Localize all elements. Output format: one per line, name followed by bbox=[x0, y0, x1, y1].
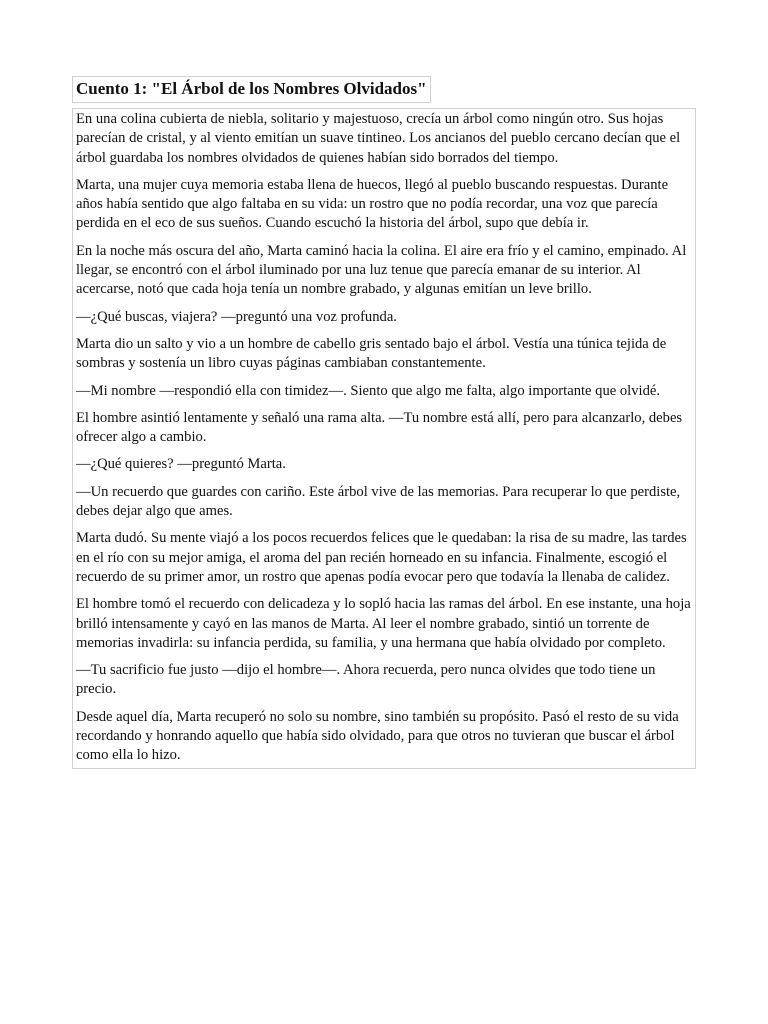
story-body bbox=[72, 108, 696, 769]
paragraph: —Un recuerdo que guardes con cariño. Este árbol vive de las memorias. Para recuperar lo que perdiste, debes dejar algo que ames. bbox=[76, 483, 681, 520]
story-title: Cuento 1: "El Árbol de los Nombres Olvidados" bbox=[76, 79, 427, 98]
paragraph: El hombre asintió lentamente y señaló una rama alta. —Tu nombre está allí, pero para alcanzarlo, debes ofrecer algo a cambio. bbox=[76, 409, 683, 446]
title-box bbox=[72, 76, 431, 103]
paragraph: —¿Qué quieres? —preguntó Marta. bbox=[76, 456, 286, 473]
paragraph: En una colina cubierta de niebla, solitario y majestuoso, crecía un árbol como ningún otro. Sus hojas parecían de cristal, y al viento emitían un suave tintineo. Los ancianos del pueblo cercano decían que el árbol guardaba los nombres olvidados de quienes habían sido borrados del tiempo. bbox=[76, 111, 681, 166]
paragraph: —Tu sacrificio fue justo —dijo el hombre—. Ahora recuerda, pero nunca olvides que todo tiene un precio. bbox=[76, 662, 656, 698]
paragraph: Marta, una mujer cuya memoria estaba llena de huecos, llegó al pueblo buscando respuestas. Durante años había sentido que algo faltaba en su vida: un rostro que no podía recordar, una voz que parecía perdida en el eco de sus sueños. Cuando escuchó la historia del árbol, supo que debía ir. bbox=[76, 176, 669, 232]
paragraph: En la noche más oscura del año, Marta caminó hacia la colina. El aire era frío y el camino, empinado. Al llegar, se encontró con el árbol iluminado por una luz tenue que parecía emanar de su interior. Al acercarse, notó que cada hoja tenía un nombre grabado, y algunas emitían un leve brillo. bbox=[76, 242, 687, 298]
document-page bbox=[72, 76, 696, 769]
paragraph: Desde aquel día, Marta recuperó no solo su nombre, sino también su propósito. Pasó el resto de su vida recordando y honrando aquello que había sido olvidado, para que otros no tuvieran que buscar el árbol como ella lo hizo. bbox=[76, 708, 679, 764]
paragraph: Marta dudó. Su mente viajó a los pocos recuerdos felices que le quedaban: la risa de su madre, las tardes en el río con su mejor amiga, el aroma del pan recién horneado en su infancia. Finalmente, escogió el recuerdo de su primer amor, un rostro que apenas podía evocar pero que todavía la llenaba de calidez. bbox=[76, 530, 687, 585]
paragraph: —Mi nombre —respondió ella con timidez—. Siento que algo me falta, algo importante que olvidé. bbox=[76, 382, 661, 399]
paragraph: Marta dio un salto y vio a un hombre de cabello gris sentado bajo el árbol. Vestía una túnica tejida de sombras y sostenía un libro cuyas páginas cambiaban constantemente. bbox=[76, 335, 667, 372]
paragraph: El hombre tomó el recuerdo con delicadeza y lo sopló hacia las ramas del árbol. En ese instante, una hoja brilló intensamente y cayó en las manos de Marta. Al leer el nombre grabado, sintió un torrente de memorias invadirla: su infancia perdida, su familia, y una hermana que había olvidado por completo. bbox=[76, 596, 691, 651]
paragraph: —¿Qué buscas, viajera? —preguntó una voz profunda. bbox=[76, 308, 397, 325]
